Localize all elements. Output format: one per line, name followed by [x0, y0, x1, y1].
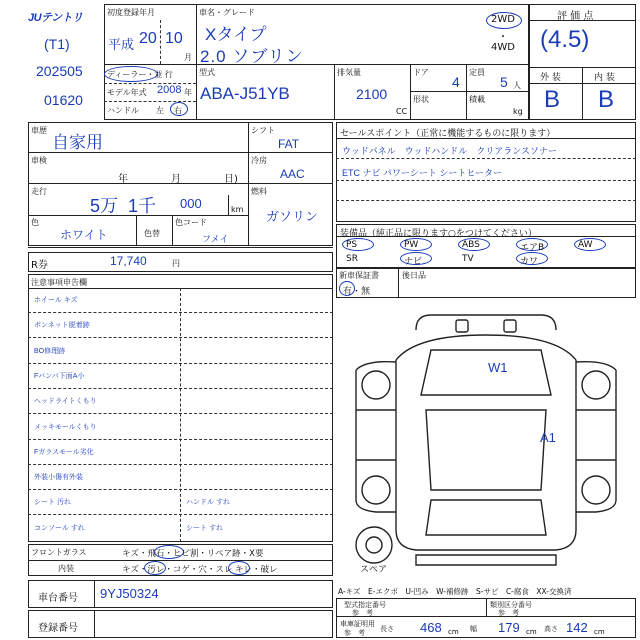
mark-a1: A1 [540, 430, 556, 445]
equipment-item: ナビ [404, 257, 423, 267]
note-left: ホイール キズ [34, 297, 78, 304]
selling-label: セールスポイント（正常に機能するものに限ります） [340, 129, 556, 139]
shift-value: FAT [278, 137, 300, 151]
grade-line-1: Xタイプ [205, 25, 267, 44]
front-glass-value: キズ・飛石・ヒビ割・リペア跡・X要 [122, 549, 264, 559]
equipment-item: PS [346, 240, 358, 250]
note-divider [28, 514, 333, 515]
equipment-item: PW [404, 240, 419, 250]
km-unit: km [231, 205, 244, 214]
handle-right: 右 [174, 106, 182, 115]
dims-type-label: 型式指定番号 [344, 601, 386, 609]
note-left: BO修理跡 [34, 347, 66, 355]
note-left: コンソール すれ [34, 524, 85, 532]
equipment-item: AW [578, 240, 593, 250]
displacement: 2100 [356, 86, 388, 102]
r-ticket-box [28, 252, 333, 272]
warranty-box [336, 268, 636, 298]
r-label: R券 [31, 260, 48, 271]
note-divider [28, 464, 333, 465]
type-value: ABA-J51YB [200, 84, 290, 103]
dims-ref-1: 参 考 [352, 609, 373, 617]
use-label: 車歴 [31, 126, 47, 135]
dims-class-label: 類別区分番号 [490, 601, 532, 609]
capacity: 5 [500, 74, 508, 90]
note-left: Fガラスモール劣化 [34, 448, 94, 456]
note-left: 外装小傷有外装 [34, 474, 83, 482]
hgt-unit: cm [594, 628, 605, 636]
handle-label: ハンドル [107, 106, 139, 115]
selling-line-2: ETC ナビ パワーシート シートヒーター [342, 168, 502, 178]
doors: 4 [452, 74, 460, 90]
equipment-item: SR [346, 254, 358, 264]
yen-unit: 円 [172, 259, 180, 268]
insp-day-unit: 日) [224, 174, 238, 185]
chassis-value: 9YJ50324 [100, 586, 159, 601]
warranty-value: 有・無 [343, 287, 371, 297]
displacement-label: 排気量 [337, 68, 361, 77]
first-reg-month: 10 [165, 30, 183, 47]
color-change-label: 色替 [144, 229, 160, 238]
note-left: ボンネット脱着跡 [34, 322, 90, 330]
note-left: ヘッドライトくもり [34, 398, 97, 406]
cert-ref: 参 考 [344, 629, 365, 637]
note-divider [28, 439, 333, 440]
color-code-label: 色コード [175, 218, 207, 227]
note-divider [28, 312, 333, 313]
cc-unit: CC [396, 107, 408, 116]
interior-circle-2 [228, 561, 250, 575]
equipment-item: TV [462, 254, 474, 264]
score-label: 評 価 点 [557, 11, 594, 22]
name-label: 車名・グレード [199, 8, 255, 17]
load-label: 積載 [469, 95, 485, 104]
hgt-label: 高さ [544, 625, 558, 633]
door-label: ドア [413, 68, 429, 77]
insp-month-unit: 月 [171, 174, 181, 185]
spare-label: スペア [360, 565, 388, 575]
note-divider [28, 337, 333, 338]
color-code: フメイ [202, 234, 229, 244]
drive-4wd: 4WD [491, 42, 515, 53]
note-right: シート すれ [186, 524, 223, 532]
len-value: 468 [420, 620, 442, 635]
mileage-sen: 1千 [128, 196, 157, 216]
first-reg-era: 平成 [108, 37, 135, 52]
kg-unit: kg [513, 107, 523, 116]
car-diagram [336, 300, 636, 580]
int-score: B [598, 86, 615, 113]
ac-value: AAC [280, 167, 305, 181]
mark-w1: W1 [488, 360, 508, 375]
r-value: 17,740 [110, 254, 147, 268]
logo [28, 6, 102, 22]
ext-score: B [544, 86, 561, 113]
type-label: 型式 [199, 68, 215, 77]
note-divider [28, 413, 333, 414]
wid-label: 幅 [470, 625, 477, 633]
dims-ref-2: 参 考 [498, 609, 519, 617]
color-label: 色 [31, 218, 39, 227]
glass-circle [154, 545, 184, 559]
note-divider [28, 363, 333, 364]
interior-value: キズ・汚レ・コゲ・穴・スレ キレ・破レ [122, 565, 278, 575]
wid-value: 179 [498, 620, 520, 635]
front-glass-label: フロントガラス [31, 548, 87, 557]
mileage-rest: 000 [180, 196, 202, 211]
mileage-man: 5万 [90, 196, 119, 216]
first-reg-label: 初度登録年月 [107, 8, 155, 17]
drive-dot: ・ [498, 32, 508, 43]
int-label: 内 装 [594, 73, 615, 83]
drive-2wd: 2WD [491, 14, 515, 25]
len-label: 長さ [380, 625, 394, 633]
wid-unit: cm [526, 628, 537, 636]
ext-label: 外 装 [540, 73, 561, 83]
use-value: 自家用 [52, 133, 103, 152]
note-left: Fバンパ下面A小 [34, 372, 85, 380]
hgt-value: 142 [566, 620, 588, 635]
insp-year-unit: 年 [118, 174, 128, 185]
month-unit: 月 [184, 53, 192, 62]
reg-label: 登録番号 [38, 623, 78, 634]
grade-line-2: 2.0 ソブリン [200, 47, 304, 66]
notes-label: 注意事項申告欄 [31, 278, 87, 287]
note-right: ハンドル すれ [186, 499, 230, 507]
mileage-label: 走行 [31, 187, 47, 196]
year-unit: 年 [184, 88, 192, 97]
score-value: (4.5) [540, 26, 590, 53]
note-divider [28, 489, 333, 490]
fuel-value: ガソリン [266, 209, 319, 224]
cert-label: 車庫証明用 [340, 620, 375, 628]
person-unit: 人 [513, 81, 521, 90]
ac-label: 冷房 [251, 156, 267, 165]
equipment-item: ABS [462, 240, 480, 250]
interior-label: 内装 [58, 564, 74, 573]
note-divider [28, 388, 333, 389]
len-unit: cm [448, 628, 459, 636]
equipment-item: エアB [520, 243, 545, 253]
shape-label: 形状 [413, 95, 429, 104]
fuel-label: 燃料 [251, 187, 267, 196]
capacity-label: 定員 [469, 68, 485, 77]
equipment-label: 装備品（純正品に限ります○をつけてください） [340, 229, 537, 239]
shift-label: シフト [251, 126, 275, 135]
note-left: シート 汚れ [34, 499, 71, 507]
lot-number-2: 01620 [44, 92, 83, 108]
model-year-label: モデル年式 [107, 88, 147, 97]
lot-number-1: 202505 [36, 63, 83, 79]
legend: A-キズ E-エクボ U-凹み W-補修跡 S-サビ C-腐食 XX-交換済 [338, 587, 572, 596]
chassis-label: 車台番号 [38, 593, 78, 604]
note-left: メッキモールくもり [34, 423, 97, 431]
model-year: 2008 [157, 84, 182, 96]
logo-text: JUテントリ [28, 12, 83, 24]
color-value: ホワイト [60, 228, 108, 242]
equipment-item: カワ [520, 257, 539, 267]
lot-code: (T1) [44, 36, 70, 52]
inspection-label: 車検 [31, 156, 47, 165]
delivery-label: 後日品 [402, 271, 426, 280]
selling-line-1: ウッドパネル ウッドハンドル クリアランスソナー [342, 146, 558, 156]
first-reg-year: 20 [139, 30, 157, 47]
dealer-label: ディーラー・並 行 [107, 70, 173, 79]
handle-left: 左 [156, 106, 164, 115]
interior-circle-1 [144, 561, 166, 575]
warranty-label: 新車保証書 [339, 271, 379, 280]
